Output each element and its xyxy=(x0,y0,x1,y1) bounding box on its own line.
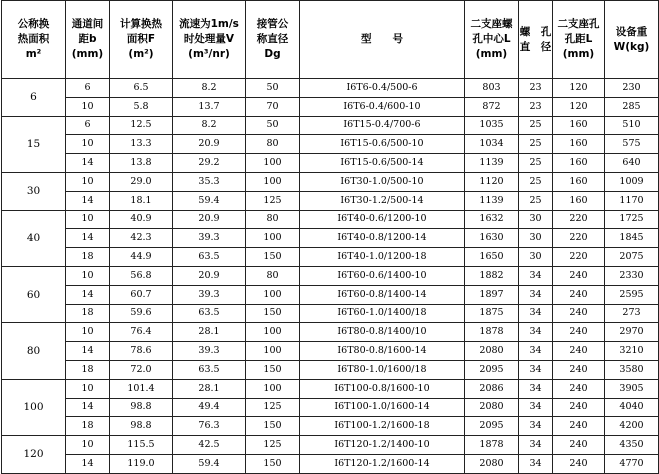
header-label-line: (m³/nr) xyxy=(188,48,230,60)
table-row xyxy=(2,398,659,417)
header-label-line: (mm) xyxy=(475,48,508,60)
header-label-line: 螺 孔 xyxy=(519,25,552,38)
support-hole-distance-cell: 220 xyxy=(553,229,605,248)
weight-cell: 4770 xyxy=(605,454,659,473)
header-label-line: 直 径 xyxy=(519,40,552,53)
calc-area-cell: 13.3 xyxy=(110,135,173,154)
channel-gap-cell: 14 xyxy=(66,154,110,173)
support-hole-center-cell: 1139 xyxy=(465,191,519,210)
header-label-line: 孔距L xyxy=(564,33,593,45)
weight-cell: 3210 xyxy=(605,342,659,361)
flow-capacity-cell: 76.3 xyxy=(173,417,246,436)
calc-area-cell: 115.5 xyxy=(110,436,173,455)
table-row xyxy=(2,436,659,455)
support-hole-distance-cell: 160 xyxy=(553,172,605,191)
table-row xyxy=(2,172,659,191)
support-hole-center-cell: 1882 xyxy=(465,266,519,285)
weight-cell: 285 xyxy=(605,97,659,116)
channel-gap-cell: 10 xyxy=(66,135,110,154)
calc-area-cell: 12.5 xyxy=(110,116,173,135)
weight-cell: 575 xyxy=(605,135,659,154)
header-nominal-area xyxy=(2,1,66,79)
model-cell: I6T15-0.6/500-10 xyxy=(300,135,465,154)
calc-area-cell: 44.9 xyxy=(110,248,173,267)
bolt-hole-diameter-cell: 34 xyxy=(519,342,553,361)
calc-area-cell: 18.1 xyxy=(110,191,173,210)
channel-gap-cell: 14 xyxy=(66,398,110,417)
flow-capacity-cell: 42.5 xyxy=(173,436,246,455)
model-cell: I6T80-0.8/1600-14 xyxy=(300,342,465,361)
support-hole-center-cell: 1897 xyxy=(465,285,519,304)
bolt-hole-diameter-cell: 25 xyxy=(519,172,553,191)
bolt-hole-diameter-cell: 34 xyxy=(519,266,553,285)
support-hole-distance-cell: 240 xyxy=(553,417,605,436)
model-cell: I6T60-0.8/1400-14 xyxy=(300,285,465,304)
support-hole-distance-cell: 160 xyxy=(553,135,605,154)
model-cell: I6T40-1.0/1200-18 xyxy=(300,248,465,267)
weight-cell: 2595 xyxy=(605,285,659,304)
table-body xyxy=(2,79,659,474)
table-row xyxy=(2,79,659,98)
header-calc-area xyxy=(110,1,173,79)
model-cell: I6T40-0.6/1200-10 xyxy=(300,210,465,229)
support-hole-center-cell: 1878 xyxy=(465,436,519,455)
nominal-area-cell: 120 xyxy=(2,436,66,474)
table-row xyxy=(2,304,659,323)
support-hole-center-cell: 1034 xyxy=(465,135,519,154)
calc-area-cell: 60.7 xyxy=(110,285,173,304)
pipe-diameter-cell: 150 xyxy=(246,360,300,379)
model-cell: I6T80-1.0/1600/18 xyxy=(300,360,465,379)
header-label-line: (mm) xyxy=(562,48,595,60)
calc-area-cell: 98.8 xyxy=(110,417,173,436)
header-label-line: 流速为1m/s xyxy=(179,18,239,30)
header-weight xyxy=(605,1,659,79)
flow-capacity-cell: 13.7 xyxy=(173,97,246,116)
header-channel-gap xyxy=(66,1,110,79)
model-cell: I6T120-1.2/1600-14 xyxy=(300,454,465,473)
channel-gap-cell: 6 xyxy=(66,79,110,98)
model-cell: I6T30-1.2/500-14 xyxy=(300,191,465,210)
channel-gap-cell: 10 xyxy=(66,97,110,116)
pipe-diameter-cell: 100 xyxy=(246,154,300,173)
model-cell: I6T30-1.0/500-10 xyxy=(300,172,465,191)
table-row xyxy=(2,323,659,342)
calc-area-cell: 5.8 xyxy=(110,97,173,116)
table-row xyxy=(2,360,659,379)
table-row xyxy=(2,135,659,154)
header-label-line: Dg xyxy=(264,48,281,60)
header-label-line: 距b xyxy=(78,33,97,45)
weight-cell: 3580 xyxy=(605,360,659,379)
bolt-hole-diameter-cell: 34 xyxy=(519,360,553,379)
weight-cell: 4040 xyxy=(605,398,659,417)
flow-capacity-cell: 59.4 xyxy=(173,454,246,473)
channel-gap-cell: 10 xyxy=(66,379,110,398)
flow-capacity-cell: 35.3 xyxy=(173,172,246,191)
channel-gap-cell: 18 xyxy=(66,360,110,379)
model-cell: I6T100-0.8/1600-10 xyxy=(300,379,465,398)
calc-area-cell: 59.6 xyxy=(110,304,173,323)
model-cell: I6T15-0.4/700-6 xyxy=(300,116,465,135)
pipe-diameter-cell: 50 xyxy=(246,116,300,135)
flow-capacity-cell: 63.5 xyxy=(173,360,246,379)
flow-capacity-cell: 8.2 xyxy=(173,116,246,135)
header-pipe-diameter xyxy=(246,1,300,79)
weight-cell: 1009 xyxy=(605,172,659,191)
header-label-line: 设备重 xyxy=(615,25,648,38)
support-hole-center-cell: 1650 xyxy=(465,248,519,267)
channel-gap-cell: 18 xyxy=(66,248,110,267)
support-hole-distance-cell: 240 xyxy=(553,342,605,361)
model-cell: I6T120-1.2/1400-10 xyxy=(300,436,465,455)
weight-cell: 1845 xyxy=(605,229,659,248)
pipe-diameter-cell: 150 xyxy=(246,454,300,473)
model-cell: I6T100-1.0/1600-14 xyxy=(300,398,465,417)
pipe-diameter-cell: 125 xyxy=(246,398,300,417)
bolt-hole-diameter-cell: 25 xyxy=(519,154,553,173)
calc-area-cell: 29.0 xyxy=(110,172,173,191)
flow-capacity-cell: 63.5 xyxy=(173,304,246,323)
model-cell: I6T60-0.6/1400-10 xyxy=(300,266,465,285)
header-support-hole-distance xyxy=(553,1,605,79)
channel-gap-cell: 10 xyxy=(66,172,110,191)
header-label-line: 热面积 xyxy=(17,33,50,45)
support-hole-center-cell: 1875 xyxy=(465,304,519,323)
weight-cell: 1725 xyxy=(605,210,659,229)
table-row xyxy=(2,417,659,436)
header-label-line: 接管公 xyxy=(256,18,289,30)
support-hole-distance-cell: 240 xyxy=(553,398,605,417)
weight-cell: 2330 xyxy=(605,266,659,285)
header-label-line: 计算换热 xyxy=(120,18,162,30)
model-cell: I6T40-0.8/1200-14 xyxy=(300,229,465,248)
bolt-hole-diameter-cell: 34 xyxy=(519,379,553,398)
calc-area-cell: 119.0 xyxy=(110,454,173,473)
pipe-diameter-cell: 100 xyxy=(246,172,300,191)
pipe-diameter-cell: 100 xyxy=(246,229,300,248)
bolt-hole-diameter-cell: 30 xyxy=(519,248,553,267)
weight-cell: 4200 xyxy=(605,417,659,436)
model-cell: I6T60-1.0/1400/18 xyxy=(300,304,465,323)
bolt-hole-diameter-cell: 34 xyxy=(519,304,553,323)
header-label-line: 面积F xyxy=(126,33,156,45)
weight-cell: 3905 xyxy=(605,379,659,398)
bolt-hole-diameter-cell: 34 xyxy=(519,454,553,473)
bolt-hole-diameter-cell: 23 xyxy=(519,79,553,98)
support-hole-center-cell: 2080 xyxy=(465,454,519,473)
calc-area-cell: 42.3 xyxy=(110,229,173,248)
support-hole-center-cell: 1632 xyxy=(465,210,519,229)
header-label-line: 通道间 xyxy=(71,18,104,30)
nominal-area-cell: 60 xyxy=(2,266,66,322)
header-label-line: 孔中心L xyxy=(472,33,511,45)
pipe-diameter-cell: 80 xyxy=(246,210,300,229)
header-label-line: (mm) xyxy=(71,48,104,60)
weight-cell: 273 xyxy=(605,304,659,323)
support-hole-center-cell: 872 xyxy=(465,97,519,116)
weight-cell: 510 xyxy=(605,116,659,135)
channel-gap-cell: 10 xyxy=(66,436,110,455)
nominal-area-cell: 30 xyxy=(2,172,66,210)
channel-gap-cell: 18 xyxy=(66,417,110,436)
table-row xyxy=(2,266,659,285)
header-label-line: W(kg) xyxy=(613,40,650,53)
support-hole-distance-cell: 240 xyxy=(553,360,605,379)
calc-area-cell: 6.5 xyxy=(110,79,173,98)
bolt-hole-diameter-cell: 34 xyxy=(519,323,553,342)
table-header-row xyxy=(2,1,659,79)
support-hole-center-cell: 2086 xyxy=(465,379,519,398)
support-hole-distance-cell: 120 xyxy=(553,79,605,98)
weight-cell: 4350 xyxy=(605,436,659,455)
model-cell: I6T80-0.8/1400/10 xyxy=(300,323,465,342)
support-hole-distance-cell: 220 xyxy=(553,210,605,229)
calc-area-cell: 78.6 xyxy=(110,342,173,361)
flow-capacity-cell: 59.4 xyxy=(173,191,246,210)
calc-area-cell: 40.9 xyxy=(110,210,173,229)
model-cell: I6T100-1.2/1600-18 xyxy=(300,417,465,436)
channel-gap-cell: 18 xyxy=(66,304,110,323)
pipe-diameter-cell: 100 xyxy=(246,342,300,361)
support-hole-distance-cell: 220 xyxy=(553,248,605,267)
channel-gap-cell: 14 xyxy=(66,342,110,361)
pipe-diameter-cell: 50 xyxy=(246,79,300,98)
header-support-hole-center xyxy=(465,1,519,79)
channel-gap-cell: 14 xyxy=(66,285,110,304)
support-hole-center-cell: 2095 xyxy=(465,360,519,379)
nominal-area-cell: 100 xyxy=(2,379,66,435)
header-label-line: m² xyxy=(25,48,42,60)
table-row xyxy=(2,248,659,267)
flow-capacity-cell: 29.2 xyxy=(173,154,246,173)
model-cell: I6T15-0.6/500-14 xyxy=(300,154,465,173)
weight-cell: 230 xyxy=(605,79,659,98)
support-hole-distance-cell: 240 xyxy=(553,266,605,285)
bolt-hole-diameter-cell: 30 xyxy=(519,229,553,248)
support-hole-center-cell: 803 xyxy=(465,79,519,98)
pipe-diameter-cell: 100 xyxy=(246,285,300,304)
calc-area-cell: 56.8 xyxy=(110,266,173,285)
flow-capacity-cell: 49.4 xyxy=(173,398,246,417)
channel-gap-cell: 14 xyxy=(66,191,110,210)
weight-cell: 2970 xyxy=(605,323,659,342)
table-row xyxy=(2,154,659,173)
support-hole-center-cell: 1120 xyxy=(465,172,519,191)
pipe-diameter-cell: 150 xyxy=(246,417,300,436)
bolt-hole-diameter-cell: 34 xyxy=(519,417,553,436)
heat-exchanger-spec-table xyxy=(1,0,659,474)
bolt-hole-diameter-cell: 34 xyxy=(519,285,553,304)
flow-capacity-cell: 20.9 xyxy=(173,266,246,285)
nominal-area-cell: 80 xyxy=(2,323,66,379)
flow-capacity-cell: 20.9 xyxy=(173,135,246,154)
nominal-area-cell: 15 xyxy=(2,116,66,172)
table-row xyxy=(2,191,659,210)
flow-capacity-cell: 28.1 xyxy=(173,379,246,398)
support-hole-distance-cell: 160 xyxy=(553,154,605,173)
channel-gap-cell: 14 xyxy=(66,454,110,473)
support-hole-distance-cell: 160 xyxy=(553,116,605,135)
flow-capacity-cell: 20.9 xyxy=(173,210,246,229)
pipe-diameter-cell: 80 xyxy=(246,135,300,154)
flow-capacity-cell: 28.1 xyxy=(173,323,246,342)
pipe-diameter-cell: 70 xyxy=(246,97,300,116)
calc-area-cell: 76.4 xyxy=(110,323,173,342)
support-hole-distance-cell: 240 xyxy=(553,436,605,455)
support-hole-center-cell: 2080 xyxy=(465,342,519,361)
nominal-area-cell: 40 xyxy=(2,210,66,266)
table-row xyxy=(2,379,659,398)
pipe-diameter-cell: 100 xyxy=(246,379,300,398)
calc-area-cell: 13.8 xyxy=(110,154,173,173)
calc-area-cell: 72.0 xyxy=(110,360,173,379)
calc-area-cell: 98.8 xyxy=(110,398,173,417)
support-hole-distance-cell: 240 xyxy=(553,323,605,342)
flow-capacity-cell: 39.3 xyxy=(173,285,246,304)
table-row xyxy=(2,454,659,473)
channel-gap-cell: 10 xyxy=(66,323,110,342)
support-hole-center-cell: 1139 xyxy=(465,154,519,173)
channel-gap-cell: 6 xyxy=(66,116,110,135)
bolt-hole-diameter-cell: 34 xyxy=(519,398,553,417)
channel-gap-cell: 14 xyxy=(66,229,110,248)
header-label-line: 公称换 xyxy=(17,18,50,30)
header-label-line: (m²) xyxy=(128,48,154,60)
support-hole-distance-cell: 240 xyxy=(553,454,605,473)
table-row xyxy=(2,97,659,116)
support-hole-distance-cell: 240 xyxy=(553,285,605,304)
weight-cell: 1170 xyxy=(605,191,659,210)
support-hole-distance-cell: 240 xyxy=(553,379,605,398)
weight-cell: 640 xyxy=(605,154,659,173)
support-hole-distance-cell: 160 xyxy=(553,191,605,210)
table-row xyxy=(2,229,659,248)
pipe-diameter-cell: 125 xyxy=(246,436,300,455)
header-label-line: 称直径 xyxy=(256,33,289,45)
pipe-diameter-cell: 125 xyxy=(246,191,300,210)
support-hole-center-cell: 1035 xyxy=(465,116,519,135)
header-label-line: 二支座螺 xyxy=(470,18,513,30)
header-label-line: 型 号 xyxy=(361,33,403,45)
flow-capacity-cell: 39.3 xyxy=(173,229,246,248)
bolt-hole-diameter-cell: 25 xyxy=(519,191,553,210)
flow-capacity-cell: 8.2 xyxy=(173,79,246,98)
table-row xyxy=(2,342,659,361)
bolt-hole-diameter-cell: 34 xyxy=(519,436,553,455)
header-model xyxy=(300,1,465,79)
table-row xyxy=(2,285,659,304)
flow-capacity-cell: 63.5 xyxy=(173,248,246,267)
support-hole-center-cell: 2080 xyxy=(465,398,519,417)
channel-gap-cell: 10 xyxy=(66,266,110,285)
bolt-hole-diameter-cell: 30 xyxy=(519,210,553,229)
pipe-diameter-cell: 150 xyxy=(246,304,300,323)
calc-area-cell: 101.4 xyxy=(110,379,173,398)
pipe-diameter-cell: 150 xyxy=(246,248,300,267)
bolt-hole-diameter-cell: 25 xyxy=(519,135,553,154)
header-flow-capacity xyxy=(173,1,246,79)
table-row xyxy=(2,116,659,135)
support-hole-distance-cell: 120 xyxy=(553,97,605,116)
support-hole-center-cell: 2095 xyxy=(465,417,519,436)
table-row xyxy=(2,210,659,229)
header-label-line: 时处理量V xyxy=(183,33,235,45)
model-cell: I6T6-0.4/600-10 xyxy=(300,97,465,116)
flow-capacity-cell: 39.3 xyxy=(173,342,246,361)
nominal-area-cell: 6 xyxy=(2,79,66,117)
weight-cell: 2075 xyxy=(605,248,659,267)
bolt-hole-diameter-cell: 25 xyxy=(519,116,553,135)
header-label-line: 二支座孔 xyxy=(557,18,600,30)
support-hole-distance-cell: 240 xyxy=(553,304,605,323)
header-bolt-hole-diameter xyxy=(519,1,553,79)
channel-gap-cell: 10 xyxy=(66,210,110,229)
model-cell: I6T6-0.4/500-6 xyxy=(300,79,465,98)
support-hole-center-cell: 1878 xyxy=(465,323,519,342)
pipe-diameter-cell: 100 xyxy=(246,323,300,342)
pipe-diameter-cell: 80 xyxy=(246,266,300,285)
bolt-hole-diameter-cell: 23 xyxy=(519,97,553,116)
support-hole-center-cell: 1630 xyxy=(465,229,519,248)
